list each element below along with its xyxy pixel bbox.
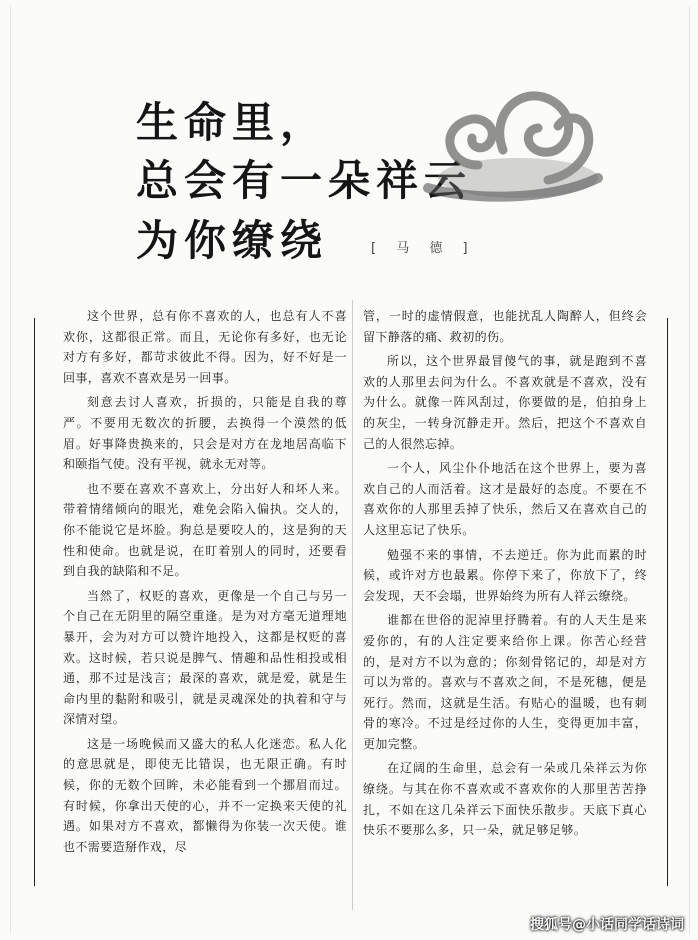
paragraph: 勉强不来的事情，不去逆迁。你为此而累的时候，或许对方也最累。你停下来了，你放下了，终会发现，天不会塌，世界始终为所有人祥云缭绕。 <box>363 547 647 603</box>
paragraph: 一个人，风尘仆仆地活在这个世界上，要为喜欢自己的人而活着。这才是最好的态度。不要在不喜欢你的人那里丢掉了快乐，然后又在喜欢自己的人这里忘记了快乐。 <box>363 461 647 537</box>
article-column-right <box>363 306 647 845</box>
paragraph: 刻意去讨人喜欢，折损的，只能是自我的尊严。不要用无数次的折腰，去换得一个漠然的低眉。好事降贵换来的，只会是对方在龙地居高临下和颐指气使。没有平视，就永无对等。 <box>63 395 347 472</box>
title-line-3: 为你缭绕 <box>136 216 329 265</box>
paragraph: 所以，这个世界最冒傻气的事，就是跑到不喜欢的人那里去问为什么。不喜欢就是不喜欢，没有为什么。就像一阵风刮过，你要做的是，伯拍身上的灰尘，一转身沉静走开。然后，把这个不喜欢自己的人很然忘掉。 <box>363 354 647 451</box>
left-margin-rule <box>34 318 35 886</box>
paragraph: 这是一场晚候而又盛大的私人化迷恋。私人化的意思就是，即使无比错误，也无限正确。有时候，你的无数个回眸，未必能看到一个挪眉而过。有时候，你拿出天使的心，并不一定换来天使的礼遇。如果对方不喜欢，都懒得为你装一次天使。谁也不需要造掰作戏，尽 <box>63 736 347 854</box>
source-watermark: 搜狐号@小话同学话诗词 <box>530 917 684 933</box>
author-byline: [ 马 德 ] <box>371 241 476 256</box>
paragraph: 谁都在世俗的泥淖里抒腾着。有的人天生是来爱你的，有的人注定要来给你上课。你苦心经营的，是对方不以为意的；你刻骨铭记的，却是对方可以为常的。喜欢与不喜欢之间，不是死穗，便是死行。然而，这就是生活。有贴心的温暖，也有刺骨的寒冷。不过是经过你的人生，变得更加丰富，更加完整。 <box>363 613 647 751</box>
paragraph: 也不要在喜欢不喜欢上，分出好人和坏人来。带着情绪倾向的眼光，难免会陷入偏执。交人的，你不能说它是坏脸。狗总是要咬人的，这是狗的天性和使命。也就是说，在盯着别人的同时，还要看到自我的缺陷和不足。 <box>63 481 347 579</box>
page-edge-right <box>689 6 690 934</box>
auspicious-cloud-icon <box>408 70 608 220</box>
page-edge-left <box>10 6 11 934</box>
article-column-left <box>63 306 347 861</box>
right-margin-rule <box>667 318 668 886</box>
paragraph: 当然了，权贬的喜欢，更像是一个自己与另一个自己在无阴里的隔空重逢。是为对方毫无道理地暴开，会为对方可以赞许地投入，这都是权贬的喜欢。这时候，若只说是脾气、情趣和品性相投或相通，那不过是浅言；最深的喜欢，就是爱，就是生命内里的黏附和吸引，就是灵魂深处的执着和守与深情对望。 <box>63 588 347 727</box>
paragraph: 这个世界，总有你不喜欢的人，也总有人不喜欢你，这都很正常。而且，无论你有多好，也无论对方有多好，都苛求彼此不得。因为，好不好是一回事，喜欢不喜欢是另一回事。 <box>63 309 347 385</box>
title-line-2: 总会有一朵祥云 <box>136 156 473 205</box>
paragraph: 管，一时的虚情假意，也能扰乱人陶醉人，但终会留下静落的痛、救初的伤。 <box>363 309 647 344</box>
column-divider <box>352 300 353 910</box>
paragraph: 在辽阔的生命里，总会有一朵或几朵祥云为你缭绕。与其在你不喜欢或不喜欢你的人那里苦苦挣扎，不如在这几朵祥云下面快乐散步。天底下真心快乐不要那么多，只一朵，就足够足够。 <box>363 761 647 838</box>
title-line-1: 生命里， <box>136 98 329 147</box>
